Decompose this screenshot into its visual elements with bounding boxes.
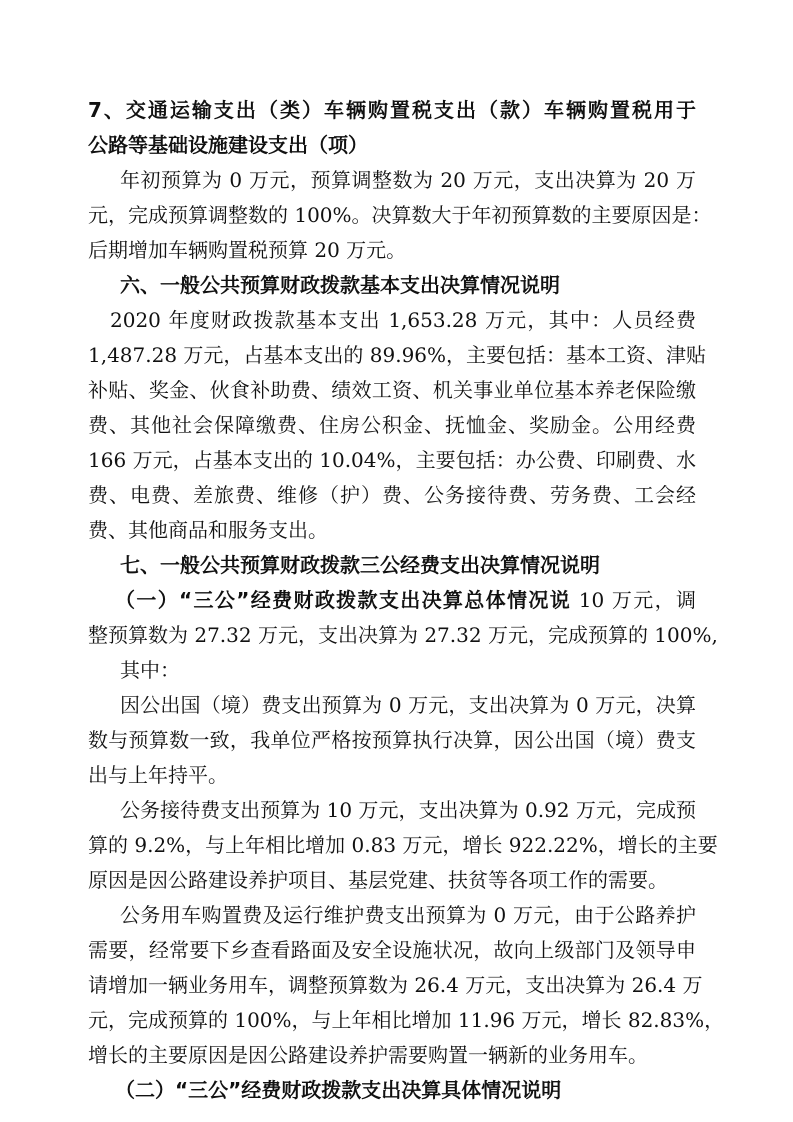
heading-7-line-2: 公路等基础设施建设支出（项） <box>88 133 368 157</box>
abroad-line-3: 出与上年持平。 <box>88 763 228 787</box>
section-7-sub-1-title-rest: 10 万元，调 <box>571 588 696 612</box>
section-6-line-7: 费、其他商品和服务支出。 <box>88 518 328 542</box>
section-7-sub-1-line-1 <box>115 588 696 612</box>
reception-line-3: 原因是因公路建设养护项目、基层党建、扶贫等各项工作的需要。 <box>88 868 668 892</box>
reception-line-2: 算的 9.2%，与上年相比增加 0.83 万元，增长 922.22%，增长的主要 <box>88 833 718 857</box>
abroad-line-2: 数与预算数一致，我单位严格按预算执行决算，因公出国（境）费支 <box>88 728 696 752</box>
para-7-line-3: 后期增加车辆购置税预算 20 万元。 <box>88 238 407 262</box>
heading-7-line-1: 7、交通运输支出（类）车辆购置税支出（款）车辆购置税用于 <box>88 98 696 122</box>
section-7-sub-2-title: （二）“三公”经费财政拨款支出决算具体情况说明 <box>115 1078 562 1102</box>
vehicle-line-3: 请增加一辆业务用车，调整预算数为 26.4 万元，支出决算为 26.4 万 <box>88 973 703 997</box>
section-6-line-4: 费、其他社会保障缴费、住房公积金、抚恤金、奖励金。公用经费 <box>88 413 696 437</box>
para-7-line-2: 元，完成预算调整数的 100%。决算数大于年初预算数的主要原因是： <box>88 203 712 227</box>
section-6-line-1: 2020 年度财政拨款基本支出 1,653.28 万元，其中：人员经费 <box>110 308 696 332</box>
section-7-sub-1-line-2: 整预算数为 27.32 万元，支出决算为 27.32 万元，完成预算的 100%, <box>88 623 718 647</box>
section-7-title: 七、一般公共预算财政拨款三公经费支出决算情况说明 <box>120 553 600 577</box>
vehicle-line-5: 增长的主要原因是因公路建设养护需要购置一辆新的业务用车。 <box>88 1043 648 1067</box>
section-6-line-6: 费、电费、差旅费、维修（护）费、公务接待费、劳务费、工会经 <box>88 483 696 507</box>
vehicle-line-4: 元，完成预算的 100%，与上年相比增加 11.96 万元，增长 82.83%， <box>88 1008 725 1032</box>
section-6-line-3: 补贴、奖金、伙食补助费、绩效工资、机关事业单位基本养老保险缴 <box>88 378 696 402</box>
para-7-line-1: 年初预算为 0 万元，预算调整数为 20 万元，支出决算为 20 万 <box>120 168 696 192</box>
vehicle-line-1: 公务用车购置费及运行维护费支出预算为 0 万元，由于公路养护 <box>120 903 696 927</box>
section-7-sub-1-line-3: 其中： <box>120 658 180 682</box>
section-6-line-5: 166 万元，占基本支出的 10.04%，主要包括：办公费、印刷费、水 <box>88 448 696 472</box>
section-7-sub-1-title: （一）“三公”经费财政拨款支出决算总体情况说 <box>115 588 572 612</box>
reception-line-1: 公务接待费支出预算为 10 万元，支出决算为 0.92 万元，完成预 <box>120 798 696 822</box>
section-6-line-2: 1,487.28 万元，占基本支出的 89.96%，主要包括：基本工资、津贴 <box>88 343 707 367</box>
vehicle-line-2: 需要，经常要下乡查看路面及安全设施状况，故向上级部门及领导申 <box>88 938 696 962</box>
abroad-line-1: 因公出国（境）费支出预算为 0 万元，支出决算为 0 万元，决算 <box>120 693 696 717</box>
section-6-title: 六、一般公共预算财政拨款基本支出决算情况说明 <box>120 273 560 297</box>
